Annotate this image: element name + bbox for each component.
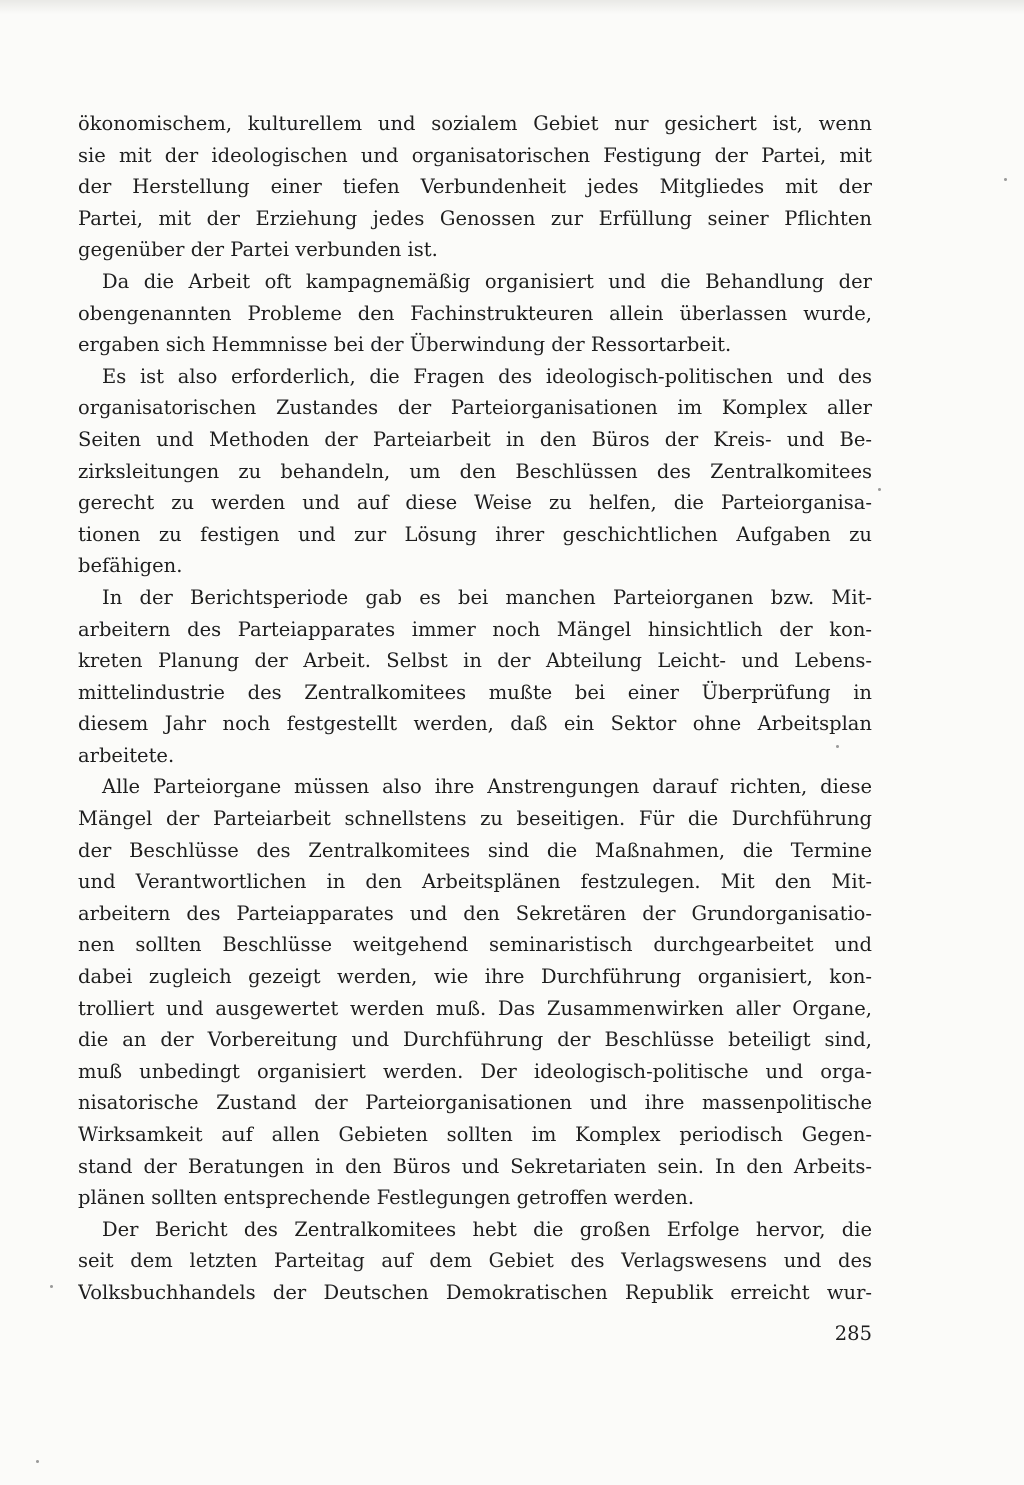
body-text	[78, 108, 872, 1309]
text-line: nisatorische Zustand der Parteiorganisationen und ihre massenpolitische	[78, 1091, 872, 1115]
text-line: Mängel der Parteiarbeit schnellstens zu beseitigen. Für die Durchführung	[78, 807, 872, 831]
scan-speck	[1004, 178, 1007, 181]
text-line: plänen sollten entsprechende Festlegungen getroffen werden.	[78, 1186, 695, 1210]
text-line: tionen zu festigen und zur Lösung ihrer geschichtlichen Aufgaben zu	[78, 522, 872, 546]
paragraph	[78, 582, 872, 772]
text-line: der Beschlüsse des Zentralkomitees sind die Maßnahmen, die Termine	[78, 838, 872, 862]
paragraph	[78, 266, 872, 361]
scan-speck	[878, 488, 881, 491]
text-line: diesem Jahr noch festgestellt werden, daß ein Sektor ohne Arbeitsplan	[78, 712, 872, 736]
text-line: Seiten und Methoden der Parteiarbeit in den Büros der Kreis- und Be-	[78, 427, 872, 451]
text-line: gegenüber der Partei verbunden ist.	[78, 238, 438, 262]
text-line: mittelindustrie des Zentralkomitees mußte bei einer Überprüfung in	[78, 680, 872, 704]
scan-speck	[836, 745, 839, 748]
text-line: obengenannten Probleme den Fachinstrukteuren allein überlassen wurde,	[78, 301, 872, 325]
text-line: Da die Arbeit oft kampagnemäßig organisiert und die Behandlung der	[102, 269, 872, 293]
scan-edge-shadow	[0, 0, 1024, 14]
text-line: Wirksamkeit auf allen Gebieten sollten im Komplex periodisch Gegen-	[78, 1123, 872, 1146]
text-line: arbeitete.	[78, 743, 175, 767]
paragraph	[78, 361, 872, 582]
text-line: Volksbuchhandels der Deutschen Demokratischen Republik erreicht wur-	[78, 1280, 872, 1304]
page-number: 285	[834, 1322, 872, 1345]
text-line: seit dem letzten Parteitag auf dem Gebiet des Verlagswesens und des	[78, 1249, 872, 1273]
scan-speck	[50, 1285, 53, 1288]
text-line: arbeitern des Parteiapparates immer noch Mängel hinsichtlich der kon-	[78, 617, 872, 641]
text-line: trolliert und ausgewertet werden muß. Das Zusammenwirken aller Organe,	[78, 996, 872, 1020]
text-line: befähigen.	[78, 554, 183, 578]
paragraph	[78, 1214, 872, 1309]
text-line: nen sollten Beschlüsse weitgehend seminaristisch durchgearbeitet und	[78, 933, 872, 957]
paragraph	[78, 108, 872, 266]
text-line: Partei, mit der Erziehung jedes Genossen zur Erfüllung seiner Pflichten	[78, 206, 872, 230]
paragraph	[78, 771, 872, 1213]
text-line: Der Bericht des Zentralkomitees hebt die großen Erfolge hervor, die	[102, 1217, 872, 1241]
text-line: organisatorischen Zustandes der Parteiorganisationen im Komplex aller	[78, 396, 872, 420]
text-line: der Herstellung einer tiefen Verbundenheit jedes Mitgliedes mit der	[78, 175, 872, 199]
text-line: gerecht zu werden und auf diese Weise zu helfen, die Parteiorganisa-	[78, 491, 872, 515]
text-line: In der Berichtsperiode gab es bei manchen Parteiorganen bzw. Mit-	[102, 585, 872, 609]
text-line: die an der Vorbereitung und Durchführung der Beschlüsse beteiligt sind,	[78, 1028, 872, 1052]
text-line: Alle Parteiorgane müssen also ihre Anstrengungen darauf richten, diese	[102, 775, 872, 799]
text-line: und Verantwortlichen in den Arbeitsplänen festzulegen. Mit den Mit-	[78, 870, 872, 894]
text-line: stand der Beratungen in den Büros und Sekretariaten sein. In den Arbeits-	[78, 1154, 872, 1178]
text-line: dabei zugleich gezeigt werden, wie ihre Durchführung organisiert, kon-	[78, 965, 872, 989]
text-line: Es ist also erforderlich, die Fragen des ideologisch-politischen und des	[102, 364, 872, 388]
text-line: ergaben sich Hemmnisse bei der Überwindung der Ressortarbeit.	[78, 333, 732, 357]
text-line: kreten Planung der Arbeit. Selbst in der Abteilung Leicht- und Lebens-	[78, 649, 872, 673]
text-line: muß unbedingt organisiert werden. Der ideologisch-politische und orga-	[78, 1059, 872, 1083]
text-line: ökonomischem, kulturellem und sozialem Gebiet nur gesichert ist, wenn	[78, 112, 872, 135]
text-line: arbeitern des Parteiapparates und den Sekretären der Grundorganisatio-	[78, 901, 872, 925]
scan-speck	[36, 1460, 39, 1463]
text-line: sie mit der ideologischen und organisatorischen Festigung der Partei, mit	[78, 143, 872, 167]
text-line: zirksleitungen zu behandeln, um den Beschlüssen des Zentralkomitees	[78, 459, 872, 483]
